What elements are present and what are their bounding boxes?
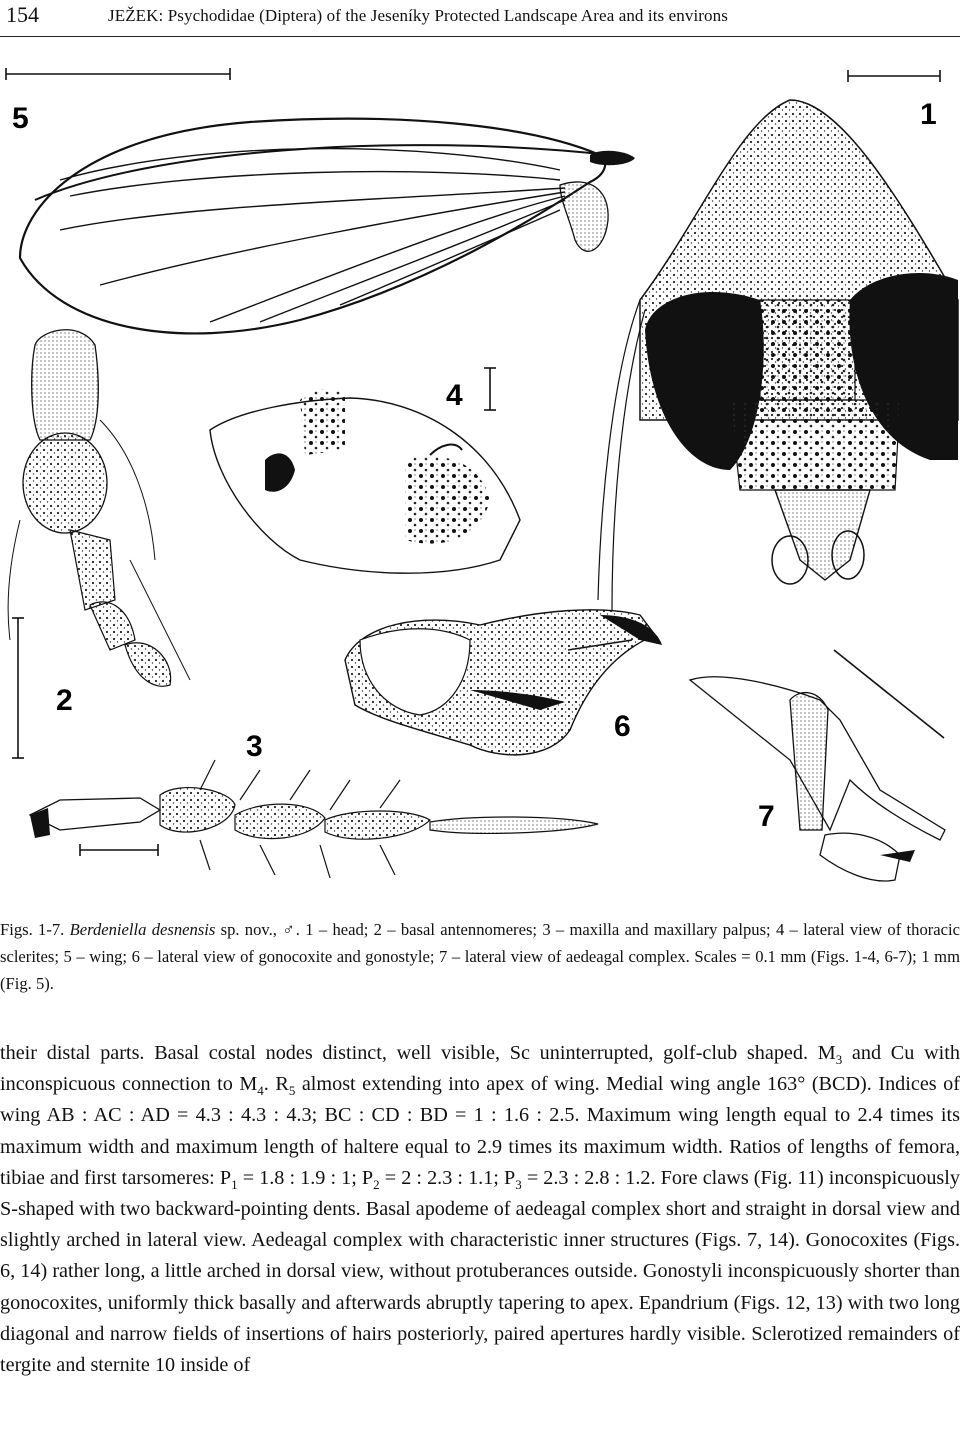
body-text-1: their distal parts. Basal costal nodes distinct, well visible, Sc uninterrupted, golf-club shaped. M (0, 1042, 836, 1064)
subscript: 2 (373, 1176, 380, 1192)
fig-label-7: 7 (758, 800, 775, 833)
fig-label-6: 6 (614, 710, 631, 743)
aedeagus-figure (690, 650, 945, 881)
body-paragraph (0, 1038, 960, 1381)
subscript: 3 (515, 1176, 522, 1192)
subscript: 4 (257, 1083, 264, 1099)
caption-species: Berdeniella desnensis (69, 920, 216, 939)
figure-caption (0, 916, 960, 997)
fig-label-5: 5 (12, 102, 29, 135)
body-text-3: . R (263, 1073, 289, 1096)
head-figure (598, 70, 958, 610)
figure-plate (0, 40, 960, 900)
fig-label-4: 4 (446, 379, 463, 412)
body-text-6: = 2 : 2.3 : 1.1; P (379, 1166, 516, 1189)
page-number: 154 (6, 2, 39, 27)
fig-label-3: 3 (246, 730, 263, 763)
subscript: 1 (231, 1176, 238, 1192)
header-rule (0, 36, 960, 37)
antennomeres-figure (8, 330, 190, 758)
body-text-4: almost extending into apex of wing. Medial wing angle 163° (BCD). Indices of wing AB : AC : AD = 4.3 : 4.3 : 4.3; BC : CD : BD = 1 : 1.6 : 2.5. Maximum wing length equal to 2.4 times its maximum width and maximum length of haltere equal to 2.9 times its maximum width. Ratios of lengths of femora, tibiae and first tarsomeres: P (0, 1073, 960, 1189)
page-header (0, 0, 960, 36)
caption-prefix: Figs. 1-7. (0, 920, 70, 939)
body-text-2: and Cu with inconspicuous connection to M (0, 1042, 960, 1096)
fig-label-2: 2 (56, 684, 73, 717)
wing-figure (6, 68, 635, 333)
subscript: 3 (835, 1052, 843, 1068)
caption-text: sp. nov., ♂. 1 – head; 2 – basal antennomeres; 3 – maxilla and maxillary palpus; 4 – lateral view of thoracic sclerites; 5 – wing; 6 – lateral view of gonocoxite and gonostyle; 7 – lateral view of aedeagal complex. Scales = 0.1 mm (Figs. 1-4, 6-7); 1 mm (Fig. 5). (0, 920, 960, 993)
subscript: 5 (288, 1083, 296, 1099)
body-text-5: = 1.8 : 1.9 : 1; P (237, 1166, 374, 1189)
body-text-7: = 2.3 : 2.8 : 1.2. Fore claws (Fig. 11) inconspicuously S-shaped with two backward-pointing dents. Basal apodeme of aedeagal complex short and straight in dorsal view and slightly arched in lateral view. Aedeagal complex with characteristic inner structures (Figs. 7, 14). Gonocoxites (Figs. 6, 14) rather long, a little arched in dorsal view, without protuberances outside. Gonostyli inconspicuously shorter than gonocoxites, uniformly thick basally and afterwards abruptly tapering to apex. Epandrium (Figs. 12, 13) with two long diagonal and narrow fields of insertions of hairs posteriorly, paired apertures hardly visible. Sclerotized remainders of tergite and sternite 10 inside of (0, 1166, 960, 1377)
fig-label-1: 1 (920, 98, 937, 131)
running-head: JEŽEK: Psychodidae (Diptera) of the Jeseníky Protected Landscape Area and its environs (108, 6, 728, 25)
thorax-figure (210, 368, 520, 573)
maxilla-figure (30, 760, 598, 878)
